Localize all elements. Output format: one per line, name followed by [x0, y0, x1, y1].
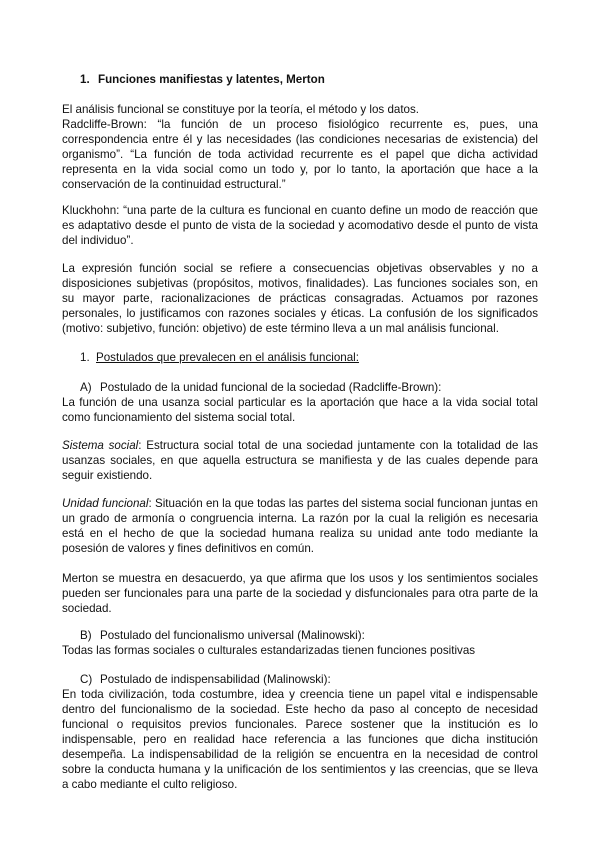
definition-unidad-funcional: : Situación en la que todas las partes del sistema social funcionan juntas en un grado de armonía o congruencia interna. La razón por la cual la religión es necesaria está en el hecho de que la sociedad humana realiza su unidad ante todo mediante la posesión de valores y fines definitivos en común. [62, 497, 538, 555]
postulate-c-heading [80, 672, 556, 687]
subsection-heading [80, 350, 556, 365]
paragraph-postulate-b: Todas las formas sociales o culturales estandarizadas tienen funciones positivas [62, 644, 476, 657]
postulate-b-heading [80, 628, 556, 643]
postulate-b-marker: B) [80, 629, 92, 642]
postulate-c-title: Postulado de indispensabilidad (Malinowski): [100, 673, 331, 686]
paragraph-kluckhohn: Kluckhohn: “una parte de la cultura es funcional en cuanto define un modo de reacción que es adaptativo desde el punto de vista de la sociedad y acomodativo desde el punto de vista del individuo”. [62, 204, 538, 247]
paragraph-unidad-funcional [62, 496, 538, 556]
section-title: Funciones manifiestas y latentes, Merton [98, 73, 325, 86]
postulate-c-marker: C) [80, 673, 93, 686]
paragraph-radcliffe: Radcliffe-Brown: “la función de un proceso fisiológico recurrente es, pues, una correspondencia entre él y las necesidades (las condiciones necesarias de existencia) del organismo”. “La función de toda actividad recurrente es el papel que dicha actividad representa en la vida social como un todo y, por lo tanto, la aportación que hace a la conservación de la continuidad estructural.” [62, 118, 538, 191]
term-sistema-social: Sistema social [62, 439, 139, 452]
postulate-a-title: Postulado de la unidad funcional de la sociedad (Radcliffe-Brown): [100, 381, 442, 394]
postulate-a-heading [80, 380, 556, 395]
paragraph-postulate-a: La función de una usanza social particular es la aportación que hace a la vida social total como funcionamiento del sistema social total. [62, 396, 538, 424]
term-unidad-funcional: Unidad funcional [62, 497, 149, 510]
subsection-number: 1. [80, 351, 90, 364]
section-heading [80, 72, 556, 87]
paragraph-intro: El análisis funcional se constituye por la teoría, el método y los datos. [62, 103, 420, 116]
section-number: 1. [80, 73, 90, 86]
paragraph-postulate-c: En toda civilización, toda costumbre, idea y creencia tiene un papel vital e indispensable dentro del funcionalismo de la sociedad. Este hecho da paso al concepto de necesidad funcional o requisitos previos funcionales. Parece sostener que la institución es lo indispensable, pero en realidad hace referencia a las funciones que dicha institución desempeña. La indispensabilidad de la religión se encuentra en la necesidad de control sobre la conducta humana y la unificación de los sentimientos y las creencias, que se lleva a cabo mediante el culto religioso. [62, 688, 538, 791]
postulate-a-marker: A) [80, 381, 92, 394]
postulate-b-title: Postulado del funcionalismo universal (Malinowski): [100, 629, 365, 642]
definition-sistema-social: : Estructura social total de una sociedad juntamente con la totalidad de las usanzas sociales, en que aquella estructura se manifiesta y de las cuales depende para seguir existiendo. [62, 439, 538, 482]
subsection-title: Postulados que prevalecen en el análisis funcional: [96, 351, 359, 364]
paragraph-sistema-social [62, 438, 538, 483]
paragraph-merton: Merton se muestra en desacuerdo, ya que afirma que los usos y los sentimientos sociales pueden ser funcionales para una parte de la sociedad y disfuncionales para otra parte de la sociedad. [62, 572, 538, 615]
paragraph-expresion: La expresión función social se refiere a consecuencias objetivas observables y no a disposiciones subjetivas (propósitos, motivos, finalidades). Las funciones sociales son, en su mayor parte, racionalizaciones de prácticas consagradas. Actuamos por razones personales, lo justificamos con razones sociales y éticas. La confusión de los significados (motivo: subjetivo, función: objetivo) de este término lleva a un mal análisis funcional. [62, 262, 538, 335]
